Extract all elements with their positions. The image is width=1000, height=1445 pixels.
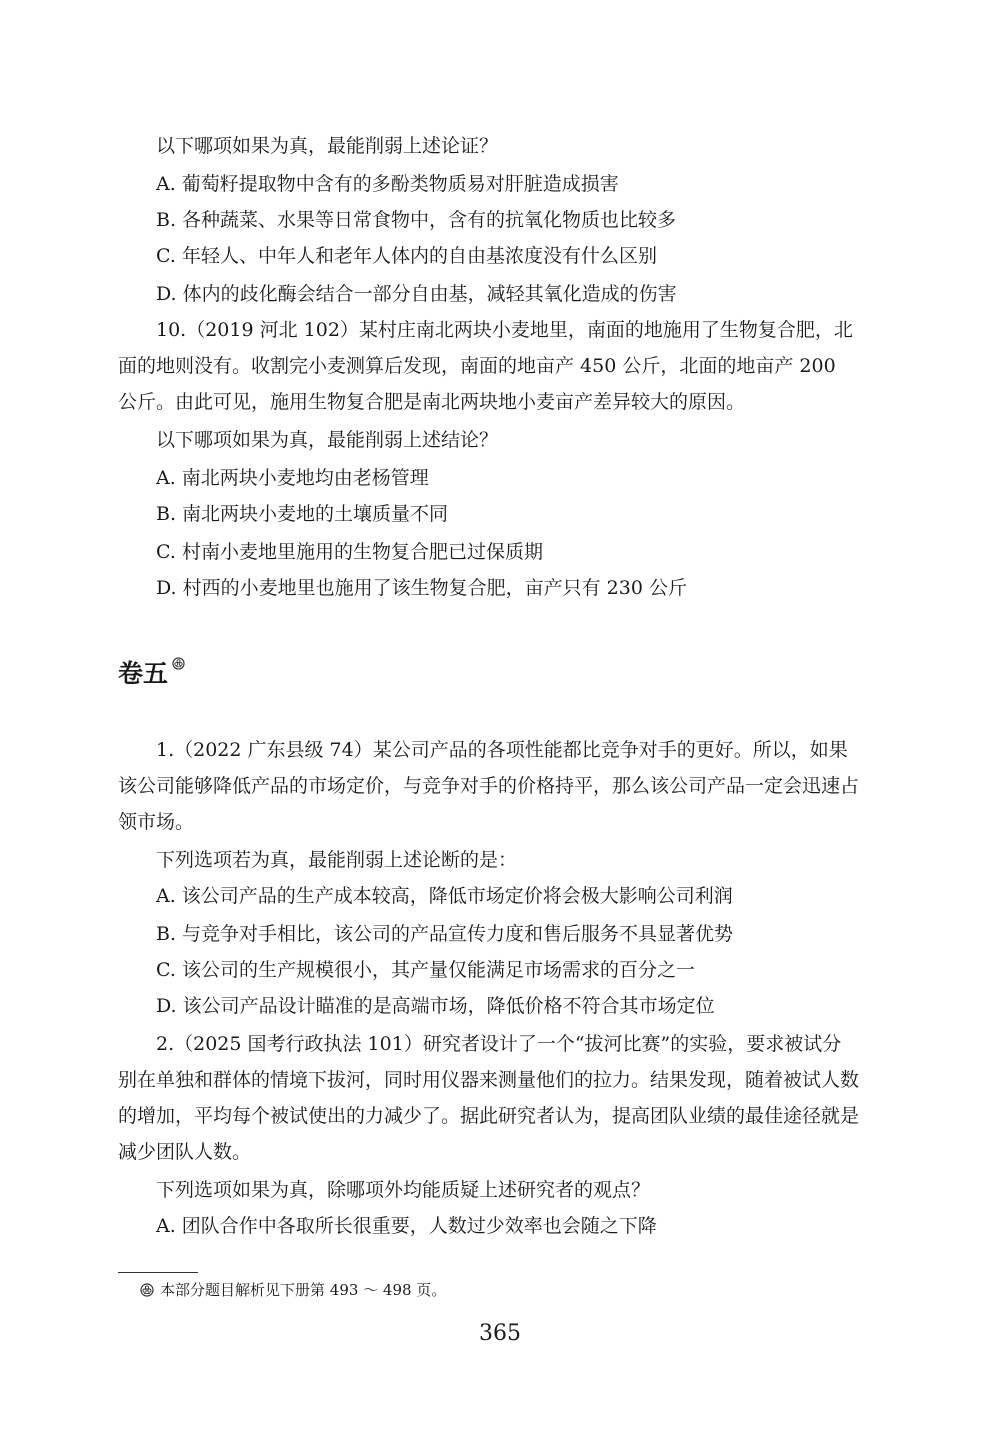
q9-stem: 以下哪项如果为真，最能削弱上述论证？ [156, 135, 499, 157]
q9-option-d: D. 体内的歧化酶会结合一部分自由基，减轻其氧化造成的伤害 [156, 283, 677, 305]
q1-option-c: C. 该公司的生产规模很小，其产量仅能满足市场需求的百分之一 [156, 959, 695, 981]
q9-option-c: C. 年轻人、中年人和老年人体内的自由基浓度没有什么区别 [156, 245, 657, 267]
q10-option-a: A. 南北两块小麦地均由老杨管理 [156, 467, 429, 489]
q10-option-d: D. 村西的小麦地里也施用了该生物复合肥，亩产只有 230 公斤 [156, 577, 687, 599]
q10-option-c: C. 村南小麦地里施用的生物复合肥已过保质期 [156, 541, 543, 563]
q1-option-a: A. 该公司产品的生产成本较高，降低市场定价将会极大影响公司利润 [156, 885, 733, 907]
q10-text: 10.（2019 河北 102）某村庄南北两块小麦地里，南面的地施用了生物复合肥，北面的地则没有。收割完小麦测算后发现，南面的地亩产 450 公斤，北面的地亩产 200 公斤。由此可见，施用生物复合肥是南北两块地小麦亩产差异较大的原因。 [118, 319, 853, 413]
page-number: 365 [479, 1321, 521, 1346]
q2-option-a: A. 团队合作中各取所长很重要，人数过少效率也会随之下降 [156, 1215, 657, 1237]
q2-stem: 下列选项如果为真，除哪项外均能质疑上述研究者的观点？ [156, 1179, 651, 1201]
q9-option-b: B. 各种蔬菜、水果等日常食物中，含有的抗氧化物质也比较多 [156, 209, 677, 231]
q1-option-b: B. 与竞争对手相比，该公司的产品宣传力度和售后服务不具显著优势 [156, 923, 734, 945]
section-title-text: 卷五 [118, 659, 169, 688]
q1-text: 1.（2022 广东县级 74）某公司产品的各项性能都比竞争对手的更好。所以，如果该公司能够降低产品的市场定价，与竞争对手的价格持平，那么该公司产品一定会迅速占领市场。 [118, 739, 860, 833]
flower-footnote-icon [140, 1283, 154, 1297]
flower-footnote-icon [172, 657, 185, 670]
q1-option-d: D. 该公司产品设计瞄准的是高端市场，降低价格不符合其市场定位 [156, 995, 715, 1017]
q10-stem: 以下哪项如果为真，最能削弱上述结论？ [156, 429, 499, 451]
q1-stem: 下列选项若为真，最能削弱上述论断的是： [156, 849, 518, 871]
footnote-divider [118, 1272, 198, 1273]
q2-text: 2.（2025 国考行政执法 101）研究者设计了一个“拔河比赛”的实验，要求被试分别在单独和群体的情境下拔河，同时用仪器来测量他们的拉力。结果发现，随着被试人数的增加，平均每个被试使出的力减少了。据此研究者认为，提高团队业绩的最佳途径就是减少团队人数。 [118, 1033, 860, 1163]
footnote [140, 1278, 446, 1302]
section-title [118, 656, 185, 692]
footnote-text: 本部分题目解析见下册第 493 ～ 498 页。 [160, 1281, 447, 1299]
q10-option-b: B. 南北两块小麦地的土壤质量不同 [156, 503, 449, 525]
q9-option-a: A. 葡萄籽提取物中含有的多酚类物质易对肝脏造成损害 [156, 173, 619, 195]
